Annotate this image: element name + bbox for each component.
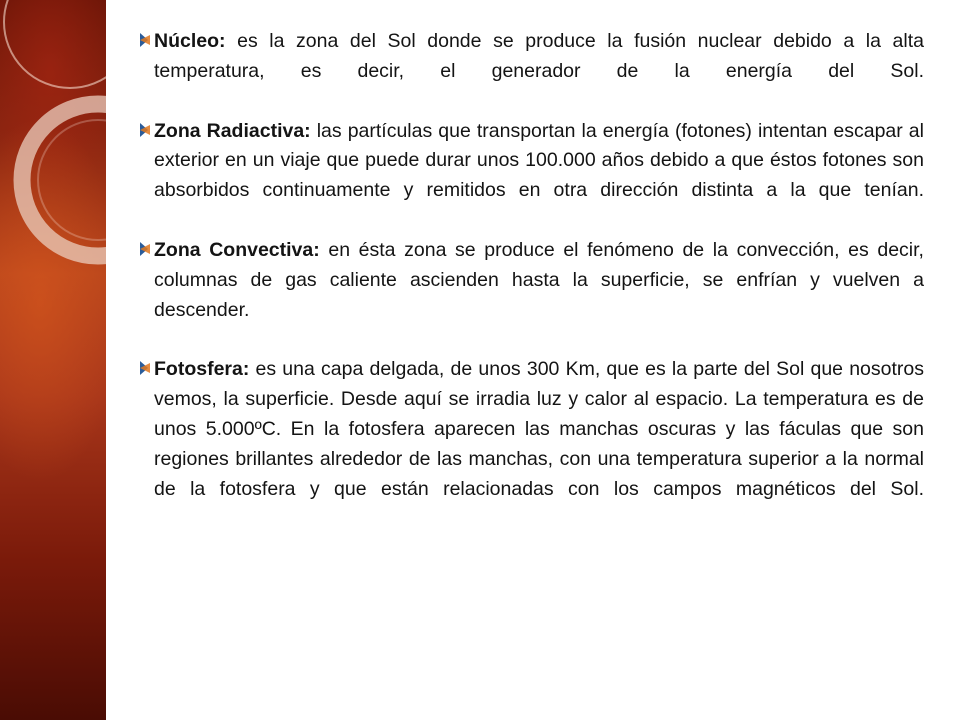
paragraph-text: [154, 117, 924, 206]
term-description: las partículas que transportan la energía (fotones) intentan escapar al exterior en un viaje que puede durar unos 100.000 años debido a que éstos fotones son absorbidos continuamente y remitidos en otra dirección distinta a la que tenían.: [154, 119, 924, 202]
decorative-rings: [0, 0, 106, 720]
term-label: Núcleo:: [154, 30, 226, 52]
term-label: Zona Convectiva:: [154, 238, 320, 261]
list-item-zona-radiactiva: [138, 117, 924, 206]
paragraph-text: [154, 355, 924, 504]
term-description: en ésta zona se produce el fenómeno de la convección, es decir, columnas de gas caliente ascienden hasta la superficie, se enfrían y vuelven a descender.: [154, 238, 924, 321]
slide-content: [138, 27, 924, 534]
middle-ring-inner: [38, 120, 106, 240]
term-description: es una capa delgada, de unos 300 Km, que es la parte del Sol que nosotros vemos, la superficie. Desde aquí se irradia luz y calor al espacio. La temperatura es de unos 5.000ºC. En la fotosfera aparecen las manchas oscuras y las fáculas que son regiones brillantes alrededor de las manchas, con una temperatura superior a la normal de la fotosfera y que están relacionadas con los campos magnéticos del Sol.: [154, 358, 924, 500]
paragraph-text: [154, 236, 924, 325]
term-description: es la zona del Sol donde se produce la fusión nuclear debido a la alta temperatura, es decir, el generador de la energía del Sol.: [154, 30, 924, 82]
term-label: Fotosfera:: [154, 358, 250, 381]
arrow-bullet-icon: [138, 240, 152, 258]
paragraph-text: [154, 27, 924, 87]
arrow-bullet-icon: [138, 31, 152, 49]
list-item-nucleo: [138, 27, 924, 87]
list-item-fotosfera: [138, 355, 924, 504]
middle-ring: [22, 104, 106, 256]
top-ring: [4, 0, 106, 88]
term-label: Zona Radiactiva:: [154, 119, 311, 142]
decorative-sidebar: [0, 0, 106, 720]
arrow-bullet-icon: [138, 359, 152, 377]
list-item-zona-convectiva: [138, 236, 924, 325]
arrow-bullet-icon: [138, 121, 152, 139]
